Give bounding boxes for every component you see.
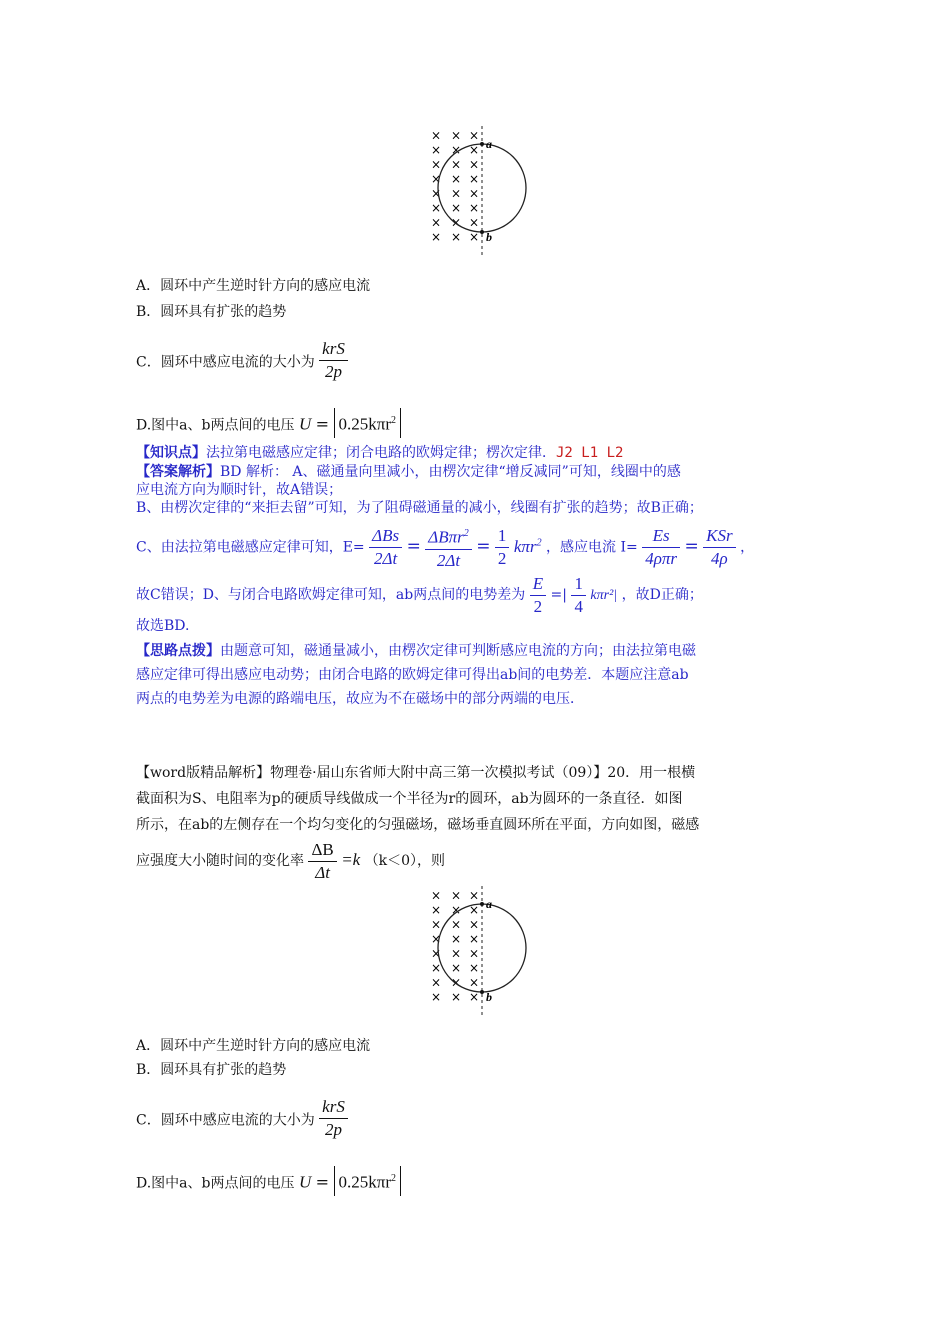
field-cross-mark: × — [468, 230, 480, 244]
q1-option-d: D.图中a、b两点间的电压 U = 0.25kπr$^2$ — [136, 408, 401, 440]
field-cross-mark: × — [430, 888, 442, 903]
q2-option-c: C．圆环中感应电流的大小为 $\frac{\text{krS}}{2p}$ — [136, 1098, 348, 1143]
field-cross-mark: × — [430, 946, 442, 961]
field-cross-mark: × — [450, 917, 462, 932]
label-a: a — [486, 897, 492, 911]
field-cross-mark: × — [450, 932, 462, 946]
field-cross-mark: × — [450, 961, 462, 975]
q1-option-a: A．圆环中产生逆时针方向的感应电流 — [136, 278, 371, 294]
circuit-figure-2 — [420, 886, 530, 1016]
field-cross-mark: × — [450, 157, 462, 172]
q1-voltage-expression: 0.25kπr$^2$ — [334, 408, 402, 438]
field-cross-mark: × — [450, 975, 462, 990]
field-cross-mark: × — [450, 903, 462, 917]
field-cross-mark: × — [468, 975, 480, 990]
q1-option-c-fraction: $\frac{\text{krS}}{2p}$ — [319, 338, 348, 383]
c-derivation: C、由法拉第电磁感应定律可知，E= $\frac{\text{ΔBs}}{2\Delta t}$ = $\frac{\Delta B\pi r^2}{2\Delta t}$ = $\frac{1}{2}$ kπr$^2$ ，感应电流 I= $\frac{Es}{\text{4ρπr}}$ = $\frac{\text{KSr}}{4\rho}$ ， — [136, 518, 754, 573]
q1-option-c-text: C．圆环中感应电流的大小为 — [136, 354, 315, 371]
field-cross-mark: × — [468, 201, 480, 215]
field-cross-mark: × — [450, 990, 462, 1004]
q2-voltage-expression: 0.25kπr$^2$ — [334, 1166, 402, 1196]
field-cross-mark: × — [430, 201, 442, 215]
idea-hint: 【思路点拨】由题意可知，磁通量减小，由楞次定律可判断感应电流的方向；由法拉第电磁 — [136, 643, 696, 659]
q2-option-b: B．圆环具有扩张的趋势 — [136, 1062, 287, 1078]
field-cross-mark: × — [430, 990, 442, 1004]
field-cross-mark: × — [450, 230, 462, 244]
field-cross-mark: × — [430, 157, 442, 172]
q1-option-b: B．圆环具有扩张的趋势 — [136, 304, 287, 320]
q2-stem-4: 应强度大小随时间的变化率 $\frac{\Delta B}{\Delta t}$ =k （k＜0），则 — [136, 839, 446, 882]
field-cross-mark: × — [450, 128, 462, 143]
field-cross-mark: × — [468, 157, 480, 172]
field-cross-mark: × — [430, 172, 442, 186]
field-cross-mark: × — [430, 932, 442, 946]
field-cross-mark: × — [430, 961, 442, 975]
field-cross-mark: × — [468, 990, 480, 1004]
field-cross-mark: × — [468, 143, 480, 157]
field-cross-mark: × — [450, 946, 462, 961]
field-cross-mark: × — [450, 888, 462, 903]
field-cross-mark: × — [450, 186, 462, 201]
field-cross-mark: × — [468, 128, 480, 143]
q1-option-c — [136, 340, 348, 385]
field-cross-mark: × — [468, 961, 480, 975]
field-cross-mark: × — [430, 903, 442, 917]
field-cross-mark: × — [468, 932, 480, 946]
field-cross-mark: × — [468, 215, 480, 230]
circuit-figure-1 — [420, 126, 530, 256]
d-derivation: 故C错误；D、与闭合电路欧姆定律可知，ab两点间的电势差为 $\frac{E}{2}$ =| $\frac{1}{4}$ kπr²| ，故D正确； — [136, 573, 703, 616]
label-b: b — [486, 990, 492, 1004]
field-cross-mark: × — [468, 903, 480, 917]
field-cross-mark: × — [430, 186, 442, 201]
label-a: a — [486, 137, 492, 151]
field-cross-mark: × — [450, 172, 462, 186]
q2-option-d: D.图中a、b两点间的电压 U = 0.25kπr$^2$ — [136, 1166, 401, 1198]
field-cross-mark: × — [450, 201, 462, 215]
q2-stem-3: 所示，在ab的左侧存在一个均匀变化的匀强磁场，磁场垂直圆环所在平面，方向如图，磁感 — [136, 817, 700, 833]
q2-stem-1: 【word版精品解析】物理卷·届山东省师大附中高三第一次模拟考试（09）】20．用一根横 — [136, 765, 696, 781]
q2-stem-2: 截面积为S、电阻率为p的硬质导线做成一个半径为r的圆环，ab为圆环的一条直径．如图 — [136, 791, 683, 807]
q2-option-a: A．圆环中产生逆时针方向的感应电流 — [136, 1038, 371, 1054]
field-cross-mark: × — [430, 230, 442, 244]
field-cross-mark: × — [468, 172, 480, 186]
field-cross-mark: × — [430, 143, 442, 157]
label-b: b — [486, 230, 492, 244]
field-cross-mark: × — [450, 143, 462, 157]
field-cross-mark: × — [430, 917, 442, 932]
field-cross-mark: × — [468, 946, 480, 961]
field-cross-mark: × — [450, 215, 462, 230]
knowledge-point: 【知识点】法拉第电磁感应定律；闭合电路的欧姆定律；楞次定律．J2 L1 L2 — [136, 445, 624, 461]
field-cross-mark: × — [468, 888, 480, 903]
field-cross-mark: × — [430, 215, 442, 230]
field-cross-mark: × — [430, 128, 442, 143]
field-cross-mark: × — [468, 917, 480, 932]
field-cross-mark: × — [430, 975, 442, 990]
field-cross-mark: × — [468, 186, 480, 201]
